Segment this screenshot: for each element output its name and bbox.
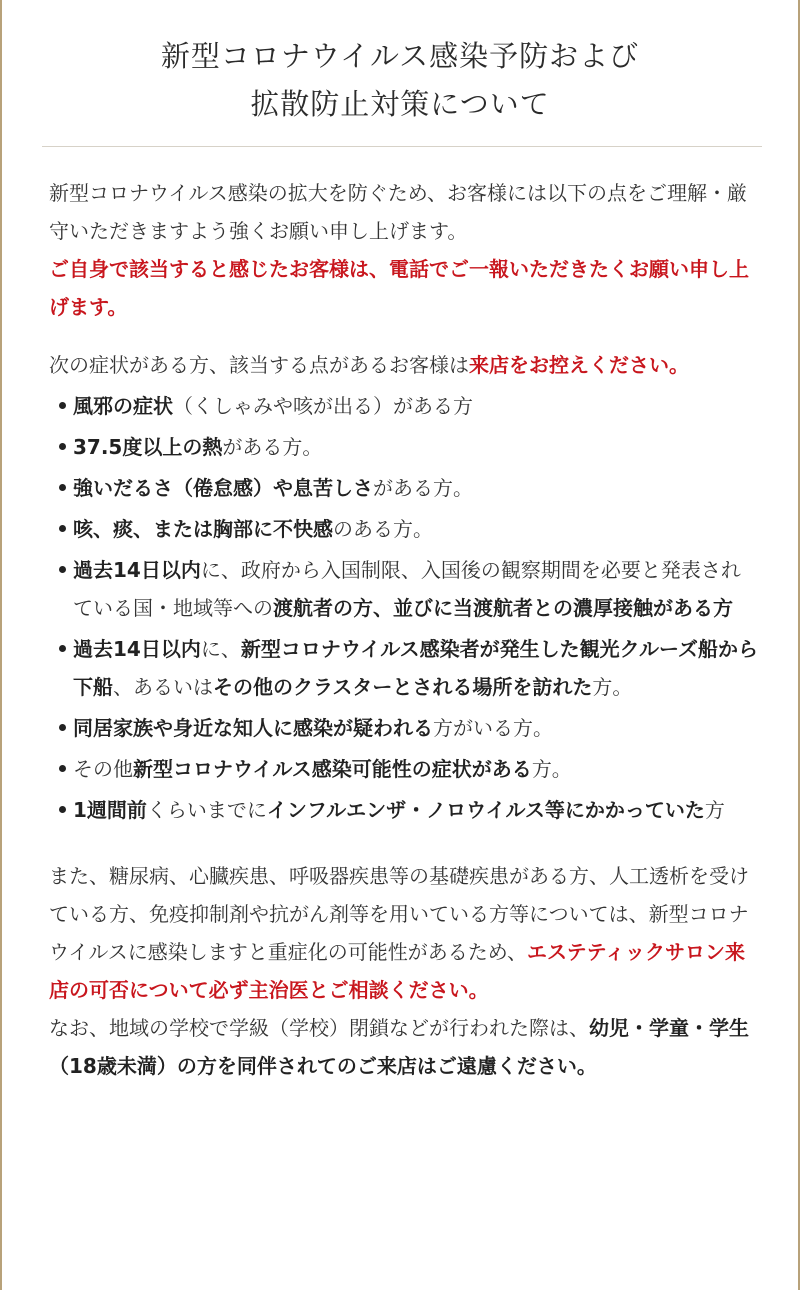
symptom-key: 新型コロナウイルス感染可能性の症状がある: [133, 757, 532, 781]
symptom-key: 37.5度以上の熱: [73, 435, 223, 459]
symptoms-lead: [49, 346, 759, 384]
symptom-text: くらいまでに: [146, 798, 267, 822]
title-divider: [42, 146, 762, 147]
symptoms-lead-text: 次の症状がある方、該当する点があるお客様は: [49, 353, 469, 377]
symptom-text: のある方。: [333, 517, 433, 541]
notice-body: [49, 174, 759, 1085]
symptom-key: 1週間前: [73, 798, 147, 822]
symptom-key: 過去14日以内: [73, 558, 201, 582]
notes-paragraph-2: [49, 1009, 759, 1085]
page-title: [2, 32, 798, 128]
title-line-2: 拡散防止対策について: [250, 87, 550, 121]
symptom-key: 咳、痰、または胸部に不快感: [73, 517, 333, 541]
symptom-item: [49, 387, 759, 425]
symptom-key: 同居家族や身近な知人に感染が疑われる: [73, 716, 433, 740]
symptom-item: [49, 791, 759, 829]
symptom-item: [49, 630, 759, 706]
notes-paragraph-1: [49, 857, 759, 1009]
symptom-item: [49, 428, 759, 466]
symptom-key: その他のクラスターとされる場所を訪れた: [213, 675, 593, 699]
symptom-text: （くしゃみや咳が出る）がある方: [173, 394, 473, 418]
notes-warning: エステティックサロン来店の可否について必ず主治医とご相談ください。: [49, 940, 745, 1002]
symptom-key: 風邪の症状: [73, 394, 173, 418]
symptom-text: に、: [200, 637, 241, 661]
intro-paragraph: [49, 174, 759, 326]
symptom-text: 方。: [531, 757, 572, 781]
symptom-item: [49, 709, 759, 747]
notes-text: また、糖尿病、心臓疾患、呼吸器疾患等の基礎疾患がある方、人工透析を受けている方、免疫抑制剤や抗がん剤等を用いている方等については、新型コロナウイルスに感染しますと重症化の可能性があるため、: [49, 864, 749, 964]
symptom-text: 方: [704, 798, 725, 822]
notes-text-2: なお、地域の学校で学級（学校）閉鎖などが行われた際は、: [49, 1016, 589, 1040]
symptom-key: インフルエンザ・ノロウイルス等にかかっていた: [266, 798, 705, 822]
symptom-text: 方がいる方。: [433, 716, 553, 740]
title-line-1: 新型コロナウイルス感染予防および: [160, 39, 640, 73]
symptom-key: 強いだるさ（倦怠感）や息苦しさ: [73, 476, 373, 500]
symptom-text: 、あるいは: [113, 675, 213, 699]
symptom-text: その他: [73, 757, 133, 781]
symptom-list: [49, 387, 759, 829]
symptom-item: [49, 510, 759, 548]
symptom-item: [49, 750, 759, 788]
symptoms-lead-warning: 来店をお控えください。: [469, 353, 689, 377]
intro-warning: ご自身で該当すると感じたお客様は、電話でご一報いただきたくお願い申し上げます。: [49, 257, 749, 319]
symptom-text: がある方。: [222, 435, 323, 459]
symptom-text: がある方。: [373, 476, 473, 500]
symptom-text: に、政府から入国制限、入国後の観察期間を必要と発表されている国・地域等への: [73, 558, 741, 620]
symptom-text: 方。: [592, 675, 633, 699]
symptom-key: 過去14日以内: [73, 637, 201, 661]
symptom-key: 新型コロナウイルス感染者が発生した観光クルーズ船から下船: [73, 637, 759, 699]
symptom-item: [49, 551, 759, 627]
notes-bold: 幼児・学童・学生（18歳未満）の方を同伴されてのご来店はご遠慮ください。: [49, 1016, 749, 1078]
symptom-item: [49, 469, 759, 507]
intro-text: 新型コロナウイルス感染の拡大を防ぐため、お客様には以下の点をご理解・厳守いただきますよう強くお願い申し上げます。: [49, 181, 747, 243]
symptom-key: 渡航者の方、並びに当渡航者との濃厚接触がある方: [273, 596, 733, 620]
